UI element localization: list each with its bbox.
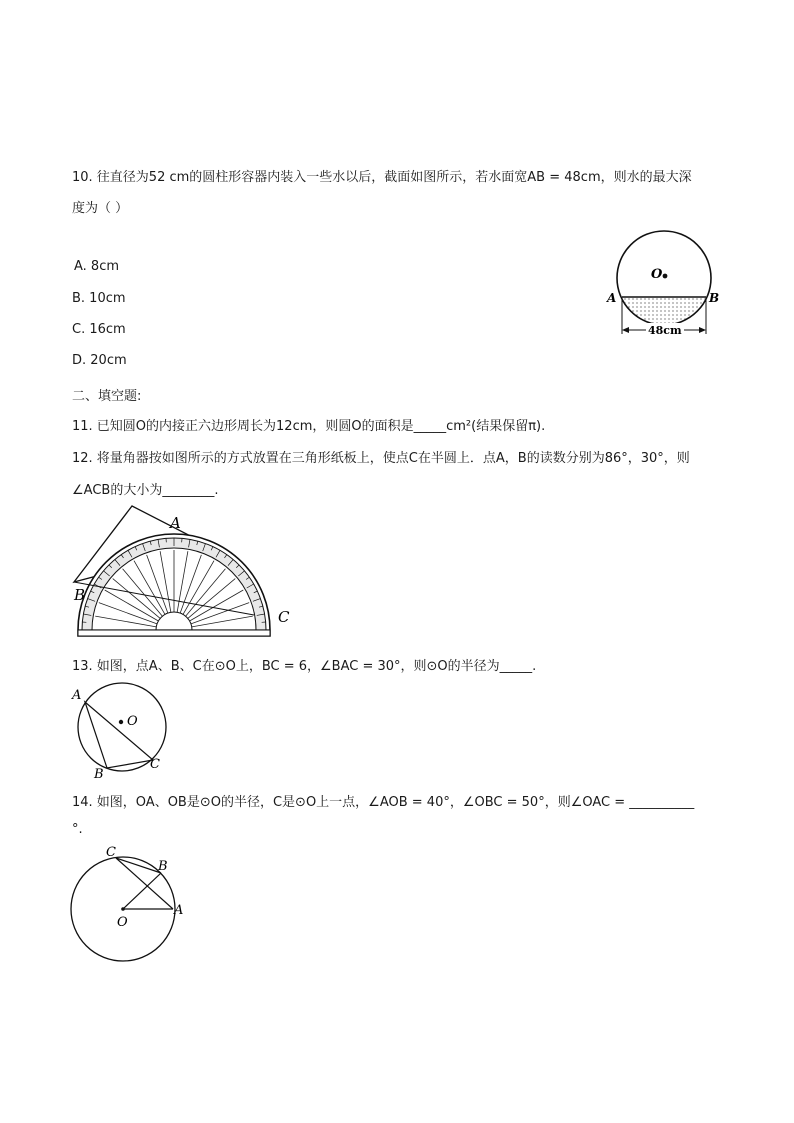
q10-option-b: B. 10cm <box>72 291 126 306</box>
q14-line1: 14. 如图，OA、OB是⊙O的半径，C是⊙O上一点，∠AOB = 40°，∠OBC = 50°，则∠OAC = __________ <box>72 795 695 810</box>
q12-label-c: C <box>278 608 290 626</box>
q13-center-dot <box>119 720 123 724</box>
q12-label-a: A <box>170 514 181 532</box>
q10-option-c: C. 16cm <box>72 322 126 337</box>
q12-label-b: B <box>74 586 86 604</box>
q14-label-b: B <box>158 859 168 874</box>
q14-segment-oc <box>116 858 123 909</box>
q13-label-a: A <box>72 688 82 703</box>
q10-figure <box>600 230 730 340</box>
q14-radius-ob <box>123 873 161 909</box>
q14-line2: °. <box>72 822 83 837</box>
q14-center-dot <box>121 907 125 911</box>
q12-line2: ∠ACB的大小为________. <box>72 483 219 498</box>
q14-label-c: C <box>106 845 116 860</box>
q10-label-o: O <box>651 267 663 282</box>
q10-center-dot <box>663 274 668 279</box>
q13-figure <box>66 682 181 782</box>
q13-triangle <box>85 702 153 768</box>
q11-text: 11. 已知圆O的内接正六边形周长为12cm，则圆O的面积是_____cm²(结果保留π). <box>72 419 546 434</box>
q14-label-a: A <box>174 903 184 918</box>
q13-text: 13. 如图，点A、B、C在⊙O上，BC = 6，∠BAC = 30°，则⊙O的半径为_____. <box>72 659 537 674</box>
q13-label-b: B <box>94 767 104 782</box>
q10-label-a: A <box>607 291 617 305</box>
q13-label-c: C <box>150 757 160 772</box>
q10-label-b: B <box>709 291 720 305</box>
q14-label-o: O <box>117 915 128 930</box>
q10-line1: 10. 往直径为52 cm的圆柱形容器内装入一些水以后，截面如图所示，若水面宽AB = 48cm，则水的最大深 <box>72 170 692 185</box>
q10-line2: 度为（ ） <box>72 201 129 216</box>
q12-line1: 12. 将量角器按如图所示的方式放置在三角形纸板上，使点C在半圆上．点A，B的读数分别为86°，30°，则 <box>72 451 690 466</box>
section-heading: 二、填空题: <box>72 389 142 404</box>
q13-label-o: O <box>127 714 138 729</box>
q10-label-width: 48cm <box>648 324 682 337</box>
q14-segment-cb <box>116 858 161 873</box>
q10-option-a: A. 8cm <box>74 259 120 274</box>
q14-figure <box>64 842 194 967</box>
q10-option-d: D. 20cm <box>72 353 127 368</box>
q12-figure <box>70 502 295 644</box>
